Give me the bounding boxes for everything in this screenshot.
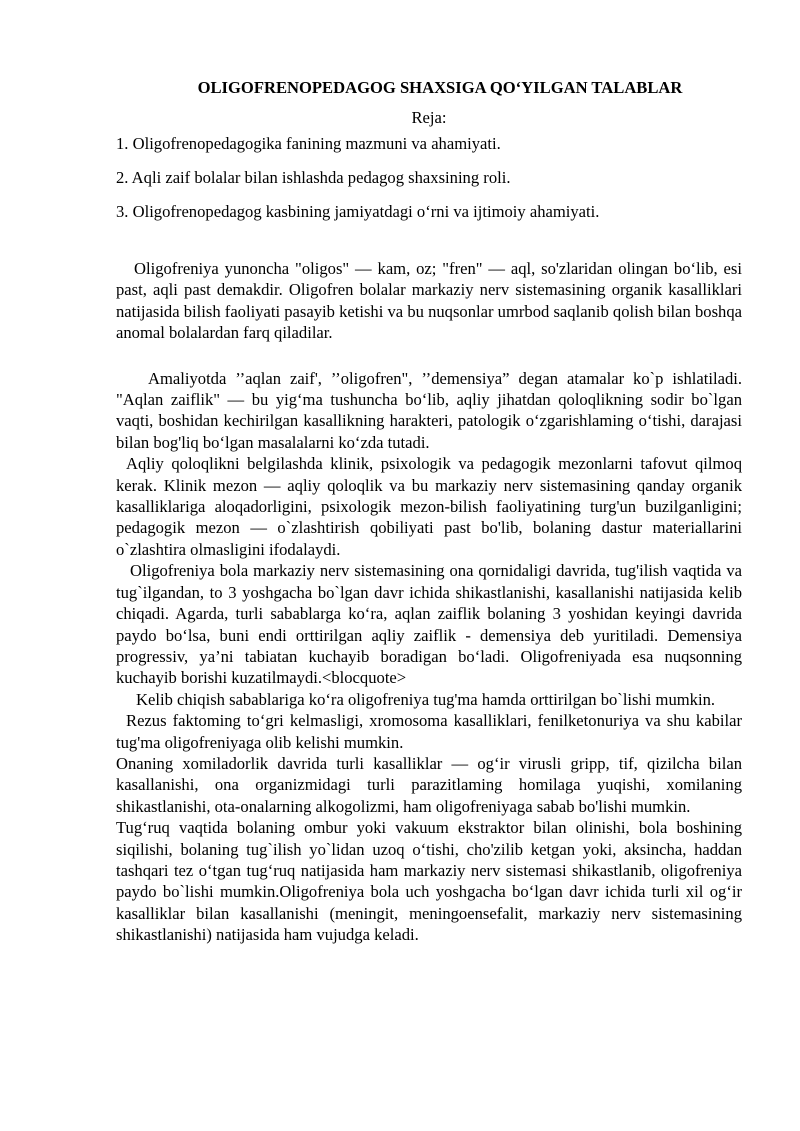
body-paragraph: Rezus faktoming to‘gri kelmasligi, xromosoma kasalliklari, fenilketonuriya va shu kabilar tug'ma oligofreniyaga olib kelishi mumkin. xyxy=(116,711,742,752)
document-page xyxy=(116,76,742,946)
body-paragraph: Oligofreniya yunoncha "oligos" — kam, oz; "fren" — aql, so'zlaridan olingan bo‘lib, esi past, aqli past demakdir. Oligofren bolalar markaziy nerv sistemasining organik kasalliklari natijasida bilish faoliyati pasayib ketishi va bu nuqsonlar umrbod saqlanib qolish bilan boshqa anomal bolalardan farq qiladilar. xyxy=(116,259,742,343)
body-paragraph: Oligofreniya bola markaziy nerv sistemasining ona qornidaligi davrida, tug'ilish vaqtida va tug`ilgandan, to 3 yoshgacha bo`lgan davr ichida shikastlanishi, kasallanishi natijasida kelib chiqadi. Agarda, turli sabablarga ko‘ra, aqlan zaiflik bolaning 3 yoshidan keyingi davrida paydo bo‘lsa, buni endi orttirilgan aqliy zaiflik - demensiya deb yuritiladi. Demensiya progressiv, ya’ni tabiatan kuchayib boradigan bo‘ladi. Oligofreniyada esa nuqsonning kuchayib borishi kuzatilmaydi.<blocquote> xyxy=(116,561,742,688)
plan-item: 2. Aqli zaif bolalar bilan ishlashda pedagog shaxsining roli. xyxy=(116,168,511,187)
plan-heading: Reja: xyxy=(411,108,447,127)
body-paragraph: Amaliyotda ’’aqlan zaif', ’’oligofren", ’’demensiya” degan atamalar ko`p ishlatiladi. "Aqlan zaiflik" — bu yig‘ma tushuncha bo‘lib, aqliy jihatdan qoloqlikning sodir bo`lgan vaqti, boshidan kechirilgan kasallikning harakteri, patologik o‘zgarishlaming o‘tishi, darajasi bilan bog'liq bo‘lgan masalalarni ko‘zda tutadi. xyxy=(116,368,742,452)
body-paragraph: Tug‘ruq vaqtida bolaning ombur yoki vakuum ekstraktor bilan olinishi, bola boshining siqilishi, bolaning tug`ilish yo`lidan uzoq o‘tishi, cho'zilib ketgan yoki, aksincha, haddan tashqari tez o‘tgan tug‘ruq natijasida ham markaziy nerv sistemasi shikastlanib, oligofreniya paydo bo`lishi mumkin.Oligofreniya bola uch yoshgacha bo‘lgan davr ichida turli xil og‘ir kasalliklar bilan kasallanishi (meningit, meningoensefalit, markaziy nerv sistemasining shikastlanishi) natijasida ham vujudga keladi. xyxy=(116,818,742,945)
plan-item: 3. Oligofrenopedagog kasbining jamiyatdagi o‘rni va ijtimoiy ahamiyati. xyxy=(116,202,600,221)
body-paragraph: Aqliy qoloqlikni belgilashda klinik, psixologik va pedagogik mezonlarni tafovut qilmoq kerak. Klinik mezon — aqliy qoloqlik va bu markaziy nerv sistemasining qanday organik kasalliklariga aloqadorligini, psixologik mezon-bilish faoliyatining turg'un buzilganligini; pedagogik mezon — o`zlashtirish qobiliyati past bo'lib, bolaning dastur materiallarini o`zlashtira olmasligini ifodalaydi. xyxy=(116,454,742,559)
body-paragraph: Onaning xomiladorlik davrida turli kasalliklar — og‘ir virusli gripp, tif, qizilcha bilan kasallanishi, ona organizmidagi turli parazitlaming homilaga yuqishi, xomilaning shikastlanishi, ota-onalarning alkogolizmi, ham oligofreniyaga sabab bo'lishi mumkin. xyxy=(116,753,742,816)
plan-item: 1. Oligofrenopedagogika fanining mazmuni va ahamiyati. xyxy=(116,134,501,153)
document-title: OLIGOFRENOPEDAGOG SHAXSIGA QO‘YILGAN TALABLAR xyxy=(197,78,683,97)
body-paragraph: Kelib chiqish sabablariga ko‘ra oligofreniya tug'ma hamda orttirilgan bo`lishi mumkin. xyxy=(136,689,716,709)
